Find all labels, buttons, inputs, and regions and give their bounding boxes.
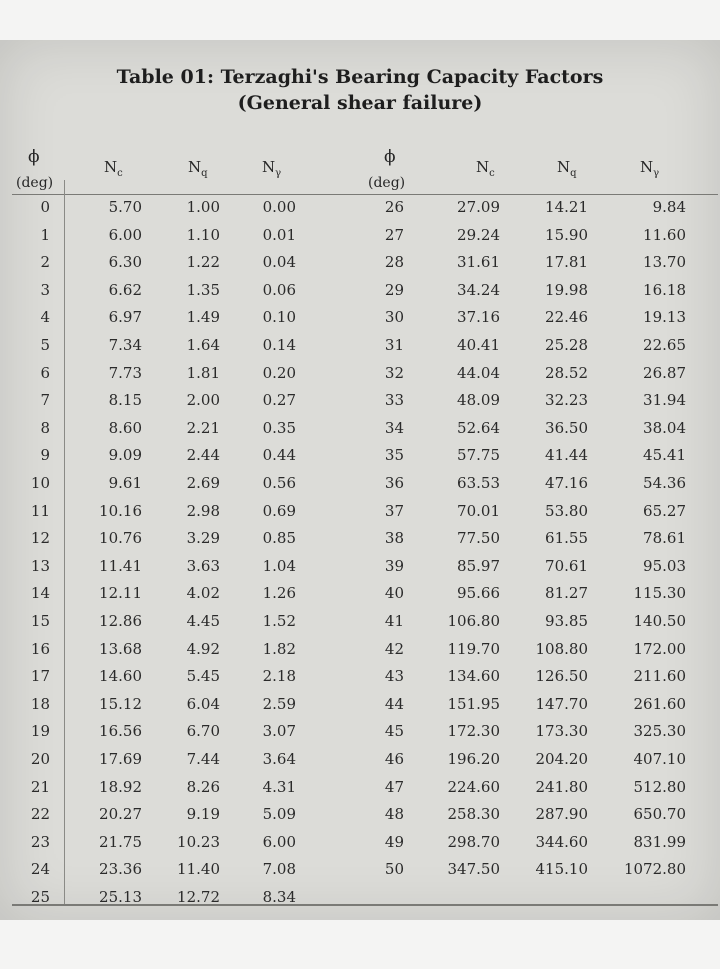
right-nc-cell: 70.01 xyxy=(457,501,500,520)
right-phi-cell: 35 xyxy=(384,446,404,465)
right-phi-cell: 37 xyxy=(384,501,404,520)
left-ngamma-cell: 0.01 xyxy=(262,225,296,244)
ngamma-header-right: $N_\gamma$ xyxy=(640,158,660,179)
right-phi-cell: 28 xyxy=(384,253,404,272)
left-phi-cell: 8 xyxy=(40,418,50,437)
right-nq-cell: 147.70 xyxy=(535,694,588,713)
left-nc-cell: 6.30 xyxy=(108,253,142,272)
left-ngamma-cell: 4.31 xyxy=(262,777,296,796)
left-phi-cell: 21 xyxy=(30,777,50,796)
left-nq-cell: 8.26 xyxy=(186,777,220,796)
left-ngamma-cell: 0.04 xyxy=(262,253,296,272)
nc-header-right: $N_c$ xyxy=(476,158,495,179)
right-nq-cell: 70.61 xyxy=(545,556,588,575)
right-nq-cell: 28.52 xyxy=(545,363,588,382)
right-nc-cell: 57.75 xyxy=(457,446,500,465)
right-ngamma-cell: 65.27 xyxy=(643,501,686,520)
left-nc-cell: 12.11 xyxy=(99,584,142,603)
right-nq-cell: 61.55 xyxy=(545,529,588,548)
right-nq-cell: 241.80 xyxy=(535,777,588,796)
left-phi-cell: 12 xyxy=(30,529,50,548)
phi-column-rule xyxy=(64,180,65,904)
right-nc-cell: 196.20 xyxy=(447,750,500,768)
left-nc-cell: 14.60 xyxy=(99,667,142,686)
left-ngamma-cell: 0.85 xyxy=(262,529,296,548)
right-nq-cell: 81.27 xyxy=(545,584,588,603)
right-ngamma-cell: 650.70 xyxy=(633,805,686,824)
left-nc-cell: 13.68 xyxy=(99,639,142,658)
left-ngamma-cell: 2.18 xyxy=(262,667,296,686)
right-phi-cell: 38 xyxy=(384,529,404,548)
ngamma-header-left: $N_\gamma$ xyxy=(262,158,282,179)
right-nc-cell: 44.04 xyxy=(457,363,500,382)
right-nq-cell: 415.10 xyxy=(535,860,588,879)
right-nq-cell: 344.60 xyxy=(535,832,588,851)
left-nq-cell: 3.63 xyxy=(186,556,220,575)
right-ngamma-cell: 831.99 xyxy=(633,832,686,851)
right-nc-cell: 29.24 xyxy=(457,225,500,244)
right-nc-cell: 40.41 xyxy=(457,336,500,354)
left-nq-cell: 2.98 xyxy=(186,501,220,520)
left-nc-cell: 21.75 xyxy=(99,832,142,851)
right-nq-cell: 25.28 xyxy=(545,336,588,354)
right-ngamma-cell: 140.50 xyxy=(633,612,686,630)
left-nc-cell: 8.15 xyxy=(108,391,142,410)
left-phi-cell: 1 xyxy=(40,225,50,244)
right-nq-cell: 17.81 xyxy=(545,253,588,272)
right-nc-cell: 172.30 xyxy=(447,722,500,741)
left-nc-cell: 9.61 xyxy=(108,474,142,492)
right-phi-cell: 45 xyxy=(384,722,404,741)
right-nc-cell: 347.50 xyxy=(447,860,500,879)
right-nc-cell: 119.70 xyxy=(447,639,500,658)
left-nq-cell: 1.10 xyxy=(186,225,220,244)
left-ngamma-cell: 1.04 xyxy=(262,556,296,575)
left-nq-cell: 1.00 xyxy=(186,198,220,216)
left-phi-cell: 4 xyxy=(40,308,50,327)
right-nc-cell: 258.30 xyxy=(447,805,500,824)
left-nq-cell: 11.40 xyxy=(177,860,220,879)
right-ngamma-cell: 45.41 xyxy=(643,446,686,465)
left-ngamma-cell: 7.08 xyxy=(262,860,296,879)
left-ngamma-cell: 1.26 xyxy=(262,584,296,603)
right-phi-cell: 42 xyxy=(384,639,404,658)
left-nc-cell: 6.00 xyxy=(108,225,142,244)
left-nq-cell: 3.29 xyxy=(186,529,220,548)
left-ngamma-cell: 0.44 xyxy=(262,446,296,465)
right-phi-cell: 33 xyxy=(384,391,404,410)
left-ngamma-cell: 0.00 xyxy=(262,198,296,216)
left-ngamma-cell: 3.64 xyxy=(262,750,296,768)
right-phi-cell: 47 xyxy=(384,777,404,796)
right-ngamma-cell: 95.03 xyxy=(643,556,686,575)
right-ngamma-cell: 54.36 xyxy=(643,474,686,492)
nq-header-left: $N_q$ xyxy=(188,158,208,179)
table-subtitle: (General shear failure) xyxy=(237,92,483,114)
left-ngamma-cell: 8.34 xyxy=(262,888,296,906)
right-phi-cell: 50 xyxy=(384,860,404,879)
right-phi-cell: 49 xyxy=(384,832,404,851)
right-nc-cell: 298.70 xyxy=(447,832,500,851)
right-phi-cell: 48 xyxy=(384,805,404,824)
left-ngamma-cell: 0.56 xyxy=(262,474,296,492)
left-phi-cell: 5 xyxy=(40,336,50,354)
right-nc-cell: 134.60 xyxy=(447,667,500,686)
left-nq-cell: 4.45 xyxy=(186,612,220,630)
right-nq-cell: 126.50 xyxy=(535,667,588,686)
left-phi-cell: 20 xyxy=(30,750,50,768)
right-nq-cell: 41.44 xyxy=(545,446,588,465)
right-nq-cell: 204.20 xyxy=(535,750,588,768)
left-phi-cell: 11 xyxy=(30,501,50,520)
left-nq-cell: 1.81 xyxy=(186,363,220,382)
left-nc-cell: 10.16 xyxy=(99,501,142,520)
right-nc-cell: 224.60 xyxy=(447,777,500,796)
left-phi-cell: 2 xyxy=(40,253,50,272)
left-nc-cell: 7.34 xyxy=(108,336,142,354)
left-nq-cell: 1.35 xyxy=(186,280,220,299)
left-ngamma-cell: 1.52 xyxy=(262,612,296,630)
left-phi-cell: 14 xyxy=(30,584,50,603)
left-phi-cell: 10 xyxy=(30,474,50,492)
right-nc-cell: 151.95 xyxy=(447,694,500,713)
left-ngamma-cell: 0.27 xyxy=(262,391,296,410)
right-phi-cell: 43 xyxy=(384,667,404,686)
left-nc-cell: 15.12 xyxy=(99,694,142,713)
right-nc-cell: 85.97 xyxy=(457,556,500,575)
right-ngamma-cell: 38.04 xyxy=(643,418,686,437)
left-nc-cell: 16.56 xyxy=(99,722,142,741)
left-nc-cell: 10.76 xyxy=(99,529,142,548)
right-nq-cell: 36.50 xyxy=(545,418,588,437)
left-phi-cell: 15 xyxy=(30,612,50,630)
left-ngamma-cell: 0.14 xyxy=(262,336,296,354)
left-nc-cell: 5.70 xyxy=(108,198,142,216)
left-phi-cell: 18 xyxy=(30,694,50,713)
right-phi-cell: 30 xyxy=(384,308,404,327)
left-nc-cell: 12.86 xyxy=(99,612,142,630)
right-nc-cell: 27.09 xyxy=(457,198,500,216)
left-nq-cell: 1.64 xyxy=(186,336,220,354)
right-ngamma-cell: 78.61 xyxy=(643,529,686,548)
right-nc-cell: 52.64 xyxy=(457,418,500,437)
right-ngamma-cell: 512.80 xyxy=(633,777,686,796)
left-nq-cell: 2.44 xyxy=(186,446,220,465)
right-phi-cell: 27 xyxy=(384,225,404,244)
left-nc-cell: 6.62 xyxy=(108,280,142,299)
right-ngamma-cell: 16.18 xyxy=(643,280,686,299)
right-ngamma-cell: 31.94 xyxy=(643,391,686,410)
right-phi-cell: 31 xyxy=(384,336,404,354)
left-nq-cell: 4.92 xyxy=(186,639,220,658)
left-ngamma-cell: 6.00 xyxy=(262,832,296,851)
right-nq-cell: 53.80 xyxy=(545,501,588,520)
right-ngamma-cell: 11.60 xyxy=(643,225,686,244)
left-nc-cell: 25.13 xyxy=(99,888,142,906)
left-nq-cell: 2.00 xyxy=(186,391,220,410)
left-nc-cell: 17.69 xyxy=(99,750,142,768)
right-nc-cell: 34.24 xyxy=(457,280,500,299)
header-rule xyxy=(12,194,718,195)
left-nq-cell: 4.02 xyxy=(186,584,220,603)
left-nc-cell: 9.09 xyxy=(108,446,142,465)
nq-header-right: $N_q$ xyxy=(557,158,577,179)
left-phi-cell: 25 xyxy=(30,888,50,906)
left-ngamma-cell: 0.10 xyxy=(262,308,296,327)
right-nq-cell: 15.90 xyxy=(545,225,588,244)
left-nq-cell: 12.72 xyxy=(177,888,220,906)
left-phi-cell: 6 xyxy=(40,363,50,382)
right-ngamma-cell: 172.00 xyxy=(633,639,686,658)
left-ngamma-cell: 2.59 xyxy=(262,694,296,713)
right-nq-cell: 108.80 xyxy=(535,639,588,658)
phi-header-right: ϕ xyxy=(384,147,396,167)
left-ngamma-cell: 0.06 xyxy=(262,280,296,299)
left-phi-cell: 9 xyxy=(40,446,50,465)
left-nq-cell: 6.04 xyxy=(186,694,220,713)
table-title: Table 01: Terzaghi's Bearing Capacity Factors xyxy=(116,66,604,88)
right-nc-cell: 63.53 xyxy=(457,474,500,492)
right-ngamma-cell: 325.30 xyxy=(633,722,686,741)
left-phi-cell: 23 xyxy=(30,832,50,851)
left-nc-cell: 20.27 xyxy=(99,805,142,824)
right-phi-cell: 44 xyxy=(384,694,404,713)
left-phi-cell: 0 xyxy=(40,198,50,216)
deg-header-right: (deg) xyxy=(368,175,406,191)
left-phi-cell: 17 xyxy=(30,667,50,686)
left-nq-cell: 1.49 xyxy=(186,308,220,327)
right-nq-cell: 14.21 xyxy=(545,198,588,216)
right-ngamma-cell: 407.10 xyxy=(633,750,686,768)
left-phi-cell: 16 xyxy=(30,639,50,658)
right-ngamma-cell: 9.84 xyxy=(652,198,686,216)
right-ngamma-cell: 115.30 xyxy=(633,584,686,603)
left-nc-cell: 11.41 xyxy=(99,556,142,575)
right-phi-cell: 40 xyxy=(384,584,404,603)
phi-header-left: ϕ xyxy=(28,147,40,167)
right-phi-cell: 29 xyxy=(384,280,404,299)
right-ngamma-cell: 1072.80 xyxy=(623,860,686,879)
left-nq-cell: 2.21 xyxy=(186,418,220,437)
left-ngamma-cell: 0.20 xyxy=(262,363,296,382)
nc-header-left: $N_c$ xyxy=(104,158,123,179)
right-phi-cell: 32 xyxy=(384,363,404,382)
left-phi-cell: 19 xyxy=(30,722,50,741)
right-nc-cell: 95.66 xyxy=(457,584,500,603)
left-nc-cell: 6.97 xyxy=(108,308,142,327)
right-ngamma-cell: 261.60 xyxy=(633,694,686,713)
left-nq-cell: 10.23 xyxy=(177,832,220,851)
left-ngamma-cell: 0.69 xyxy=(262,501,296,520)
left-nq-cell: 5.45 xyxy=(186,667,220,686)
left-nc-cell: 18.92 xyxy=(99,777,142,796)
left-nc-cell: 8.60 xyxy=(108,418,142,437)
left-ngamma-cell: 1.82 xyxy=(262,639,296,658)
left-nc-cell: 23.36 xyxy=(99,860,142,879)
left-nq-cell: 6.70 xyxy=(186,722,220,741)
left-phi-cell: 22 xyxy=(30,805,50,824)
left-nc-cell: 7.73 xyxy=(108,363,142,382)
left-nq-cell: 9.19 xyxy=(186,805,220,824)
left-ngamma-cell: 5.09 xyxy=(262,805,296,824)
left-phi-cell: 13 xyxy=(30,556,50,575)
left-ngamma-cell: 3.07 xyxy=(262,722,296,741)
right-nq-cell: 47.16 xyxy=(545,474,588,492)
left-phi-cell: 7 xyxy=(40,391,50,410)
right-nc-cell: 31.61 xyxy=(457,253,500,272)
right-ngamma-cell: 22.65 xyxy=(643,336,686,354)
left-phi-cell: 3 xyxy=(40,280,50,299)
left-nq-cell: 1.22 xyxy=(186,253,220,272)
right-ngamma-cell: 211.60 xyxy=(633,667,686,686)
right-nc-cell: 48.09 xyxy=(457,391,500,410)
left-nq-cell: 2.69 xyxy=(186,474,220,492)
right-phi-cell: 39 xyxy=(384,556,404,575)
right-ngamma-cell: 26.87 xyxy=(643,363,686,382)
right-nq-cell: 287.90 xyxy=(535,805,588,824)
right-nq-cell: 22.46 xyxy=(545,308,588,327)
right-nc-cell: 106.80 xyxy=(447,612,500,630)
right-ngamma-cell: 19.13 xyxy=(643,308,686,327)
right-nc-cell: 37.16 xyxy=(457,308,500,327)
right-nc-cell: 77.50 xyxy=(457,529,500,548)
right-nq-cell: 173.30 xyxy=(535,722,588,741)
left-phi-cell: 24 xyxy=(30,860,50,879)
deg-header-left: (deg) xyxy=(16,175,54,191)
right-phi-cell: 34 xyxy=(384,418,404,437)
right-nq-cell: 32.23 xyxy=(545,391,588,410)
left-ngamma-cell: 0.35 xyxy=(262,418,296,437)
right-phi-cell: 46 xyxy=(384,750,404,768)
left-nq-cell: 7.44 xyxy=(186,750,220,768)
right-ngamma-cell: 13.70 xyxy=(643,253,686,272)
right-nq-cell: 19.98 xyxy=(545,280,588,299)
right-phi-cell: 26 xyxy=(384,198,404,216)
right-phi-cell: 36 xyxy=(384,474,404,492)
right-nq-cell: 93.85 xyxy=(545,612,588,630)
right-phi-cell: 41 xyxy=(384,612,404,630)
